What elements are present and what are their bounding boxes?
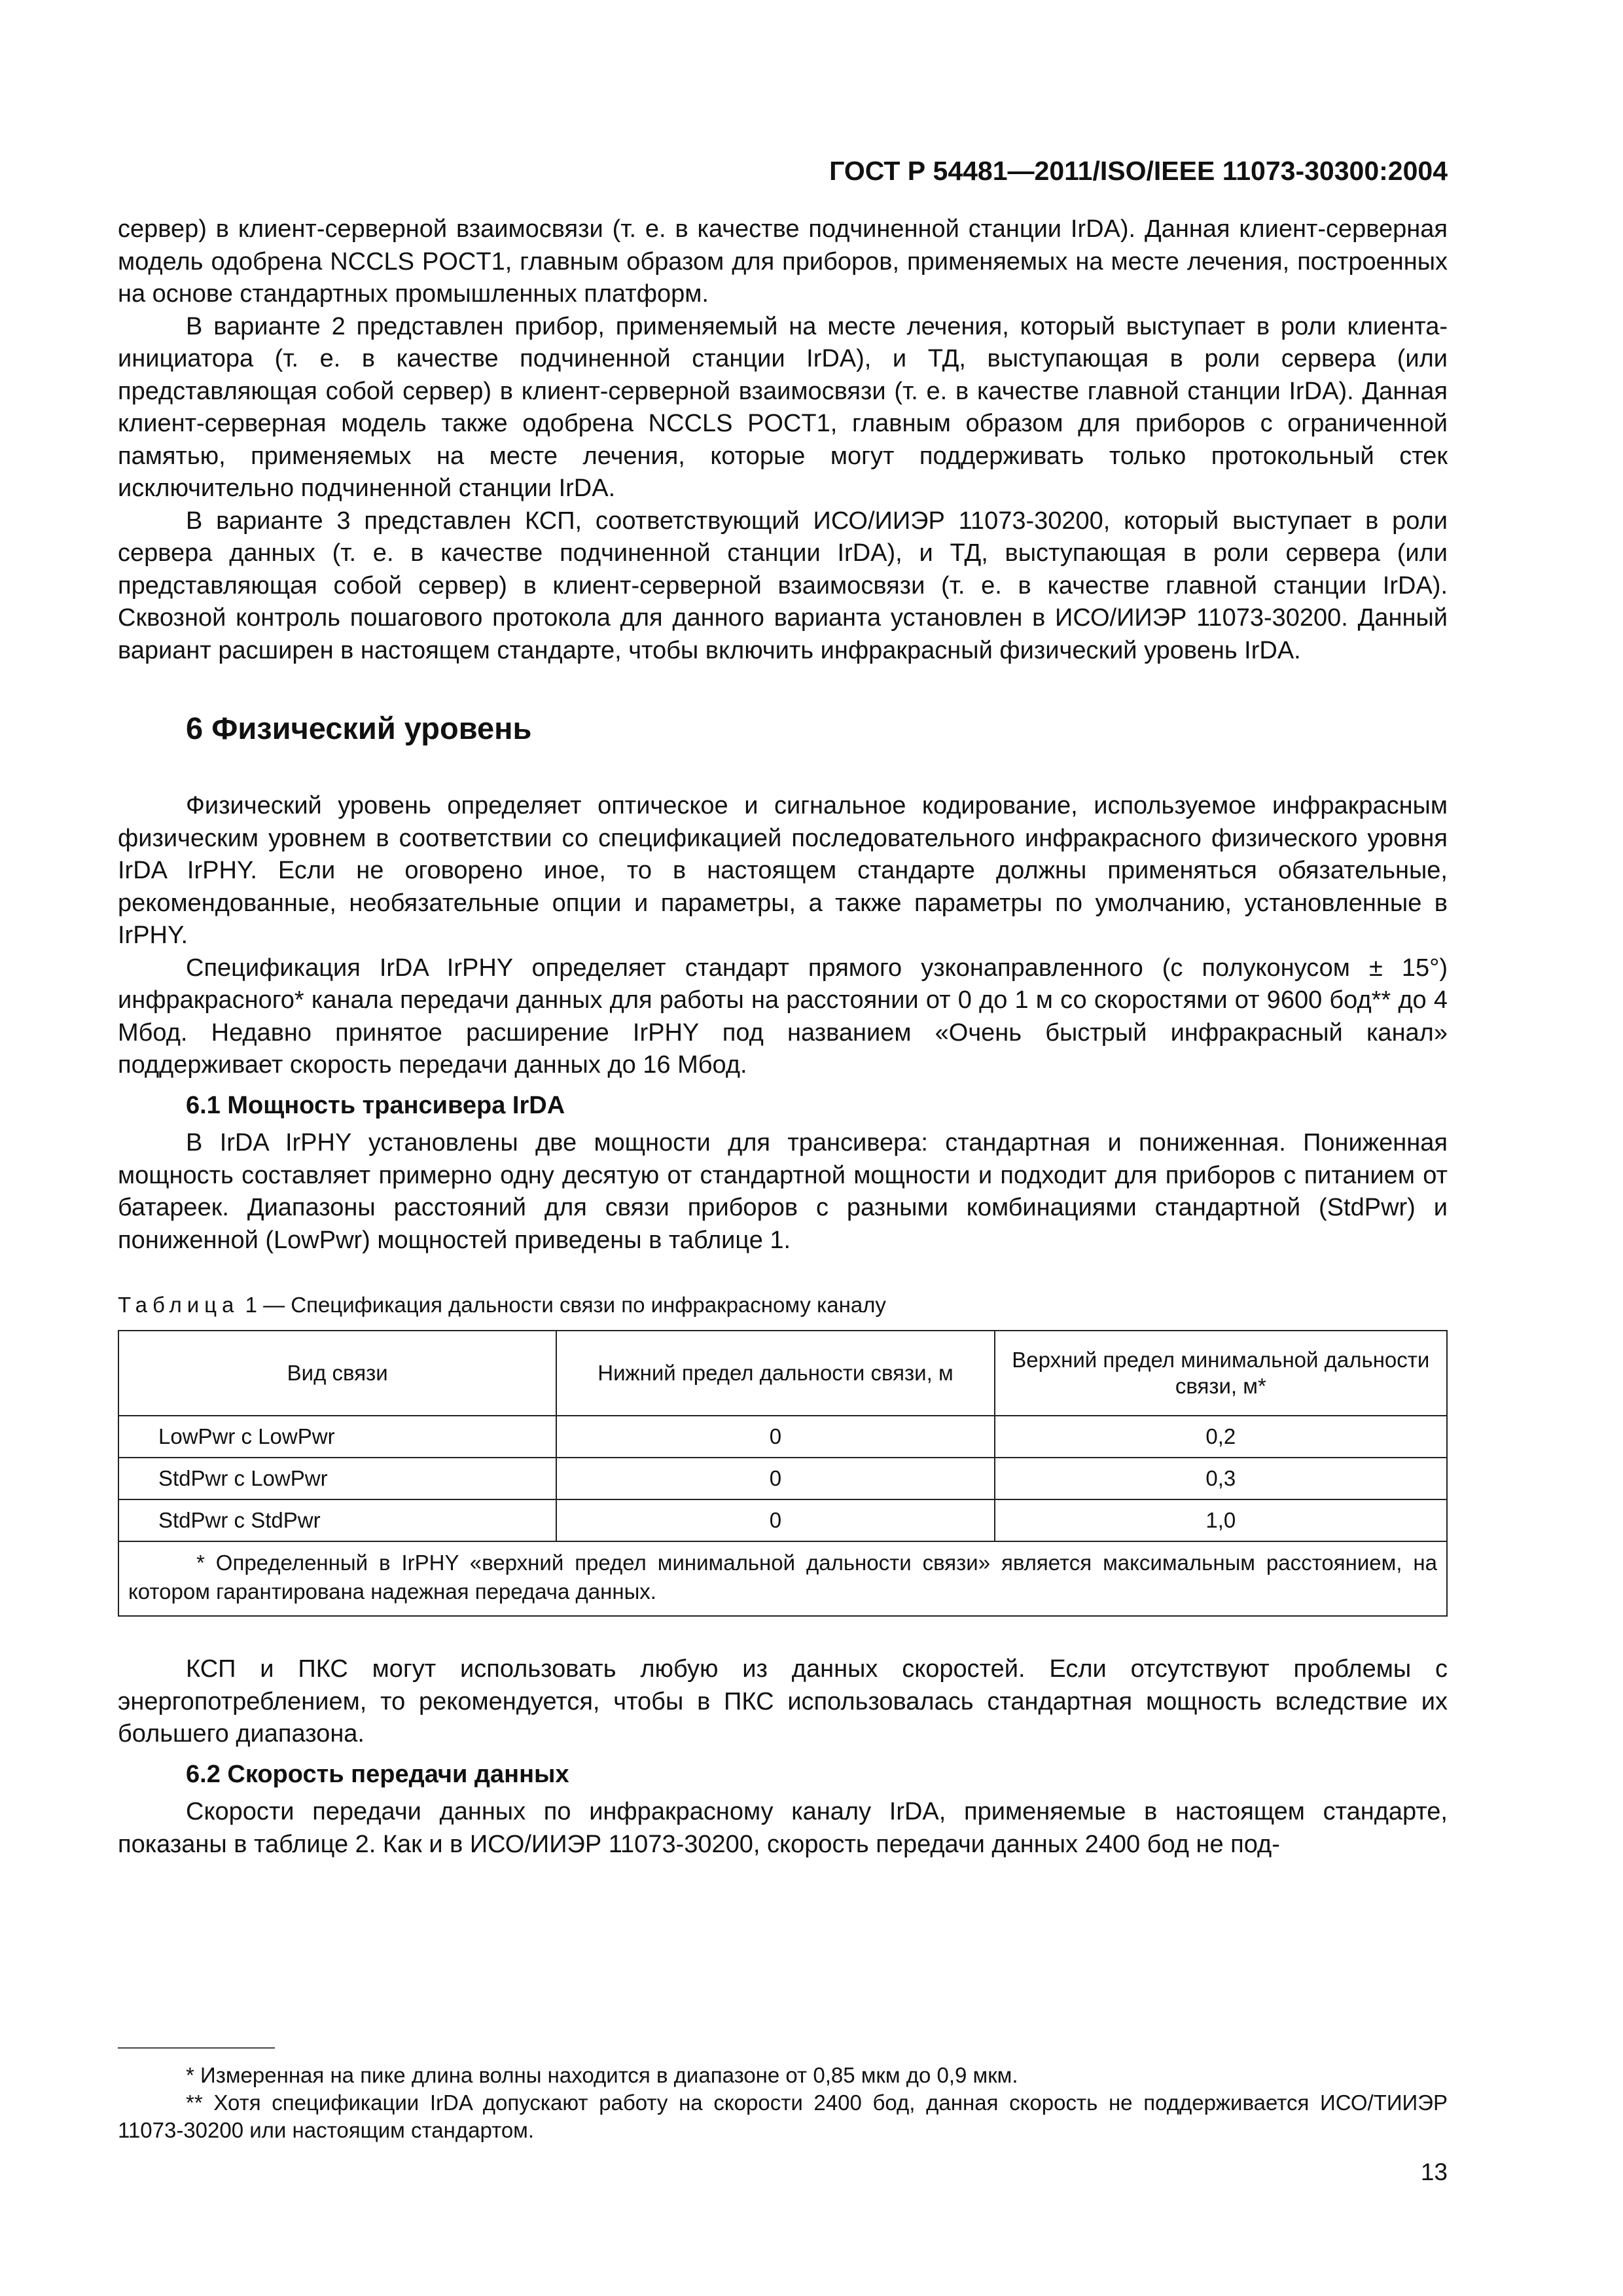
table-note-text: * Определенный в IrPHY «верхний предел минимальной дальности связи» является максимальным расстоянием, на котором гарантирована надежная передача данных. (128, 1551, 1437, 1604)
footnote: ** Хотя спецификации IrDA допускают работу на скорости 2400 бод, данная скорость не поддерживается ИСО/ТИИЭР 11073-30200 или настоящим стандартом. (118, 2090, 1448, 2142)
paragraph: сервер) в клиент-серверной взаимосвязи (т. е. в качестве подчиненной станции IrDA). Данная клиент-серверная модель одобрена NCCLS POCT1, главным образом для приборов, применяемых на месте лечения, построенных на основе стандартных промышленных платформ. (118, 215, 1448, 308)
table-cell: 0,2 (995, 1416, 1447, 1458)
subsection-heading: 6.2 Скорость передачи данных (186, 1760, 569, 1788)
footnote: * Измеренная на пике длина волны находится в диапазоне от 0,85 мкм до 0,9 мкм. (186, 2063, 1018, 2087)
document-header: ГОСТ Р 54481—2011/ISO/IEEE 11073-30300:2004 (829, 156, 1448, 186)
paragraph: В варианте 2 представлен прибор, применяемый на месте лечения, который выступает в роли клиента-инициатора (т. е. в качестве подчиненной станции IrDA), и ТД, выступающая в роли сервера (или представляющая собой сервер) в клиент-серверной взаимосвязи (т. е. в качестве главной станции IrDA). Данная клиент-серверная модель также одобрена NCCLS POCT1, главным образом для приборов с ограниченной памятью, применяемых на месте лечения, которые могут поддерживать только протокольный стек исключительно подчиненной станции IrDA. (118, 312, 1448, 502)
table-header-row (118, 1331, 1447, 1416)
paragraph: Скорости передачи данных по инфракрасному каналу IrDA, применяемые в настоящем стандарте, показаны в таблице 2. Как и в ИСО/ИИЭР 11073-30200, скорость передачи данных 2400 бод не под- (118, 1798, 1448, 1858)
table-caption (118, 1291, 1448, 1319)
table-caption-label: Таблица (118, 1293, 240, 1317)
paragraph: Спецификация IrDA IrPHY определяет стандарт прямого узконаправленного (с полуконусом ± 15°) инфракрасного* канала передачи данных для работы на расстоянии от 0 до 1 м со скоростями от 9600 бод** до 4 Мбод. Недавно принятое расширение IrPHY под названием «Очень быстрый инфракрасный канал» поддерживает скорость передачи данных до 16 Мбод. (118, 954, 1448, 1079)
subsection-heading: 6.1 Мощность трансивера IrDA (186, 1091, 565, 1119)
table-note (118, 1541, 1447, 1616)
table-row (118, 1416, 1447, 1458)
table-cell: StdPwr с LowPwr (118, 1458, 556, 1499)
table-header-cell: Нижний предел дальности связи, м (556, 1331, 994, 1416)
page-body (118, 213, 1448, 1861)
table-row (118, 1499, 1447, 1541)
page-number: 13 (1420, 2159, 1448, 2185)
table-cell: LowPwr с LowPwr (118, 1416, 556, 1458)
table-row (118, 1458, 1447, 1499)
table-cell: 0 (556, 1416, 994, 1458)
table-cell: 0 (556, 1499, 994, 1541)
table-cell: StdPwr с StdPwr (118, 1499, 556, 1541)
table-header-cell: Вид связи (118, 1331, 556, 1416)
table-caption-title: 1 — Спецификация дальности связи по инфракрасному каналу (245, 1293, 886, 1317)
table-cell: 0,3 (995, 1458, 1447, 1499)
range-table (118, 1330, 1448, 1617)
footnotes (118, 2062, 1448, 2144)
paragraph: В варианте 3 представлен КСП, соответствующий ИСО/ИИЭР 11073-30200, который выступает в роли сервера данных (т. е. в качестве подчиненной станции IrDA), и ТД, выступающая в роли сервера (или представляющая собой сервер) в клиент-серверной взаимосвязи (т. е. в качестве главной станции IrDA). Сквозной контроль пошагового протокола для данного варианта установлен в ИСО/ИИЭР 11073-30200. Данный вариант расширен в настоящем стандарте, чтобы включить инфракрасный физический уровень IrDA. (118, 507, 1448, 664)
table-cell: 1,0 (995, 1499, 1447, 1541)
table-note-row (118, 1541, 1447, 1616)
table-header-cell: Верхний предел минимальной дальности связи, м* (995, 1331, 1447, 1416)
paragraph: В IrDA IrPHY установлены две мощности для трансивера: стандартная и пониженная. Пониженная мощность составляет примерно одну десятую от стандартной мощности и подходит для приборов с питанием от батареек. Диапазоны расстояний для связи приборов с разными комбинациями стандартной (StdPwr) и пониженной (LowPwr) мощностей приведены в таблице 1. (118, 1129, 1448, 1254)
paragraph: КСП и ПКС могут использовать любую из данных скоростей. Если отсутствуют проблемы с энергопотреблением, то рекомендуется, чтобы в ПКС использовалась стандартная мощность вследствие их большего диапазона. (118, 1655, 1448, 1748)
paragraph: Физический уровень определяет оптическое и сигнальное кодирование, используемое инфракрасным физическим уровнем в соответствии со спецификацией последовательного инфракрасного физического уровня IrDA IrPHY. Если не оговорено иное, то в настоящем стандарте должны применяться обязательные, рекомендованные, необязательные опции и параметры, а также параметры по умолчанию, установленные в IrPHY. (118, 792, 1448, 949)
section-heading: 6 Физический уровень (186, 711, 532, 745)
table-cell: 0 (556, 1458, 994, 1499)
footnote-separator (118, 2047, 275, 2049)
